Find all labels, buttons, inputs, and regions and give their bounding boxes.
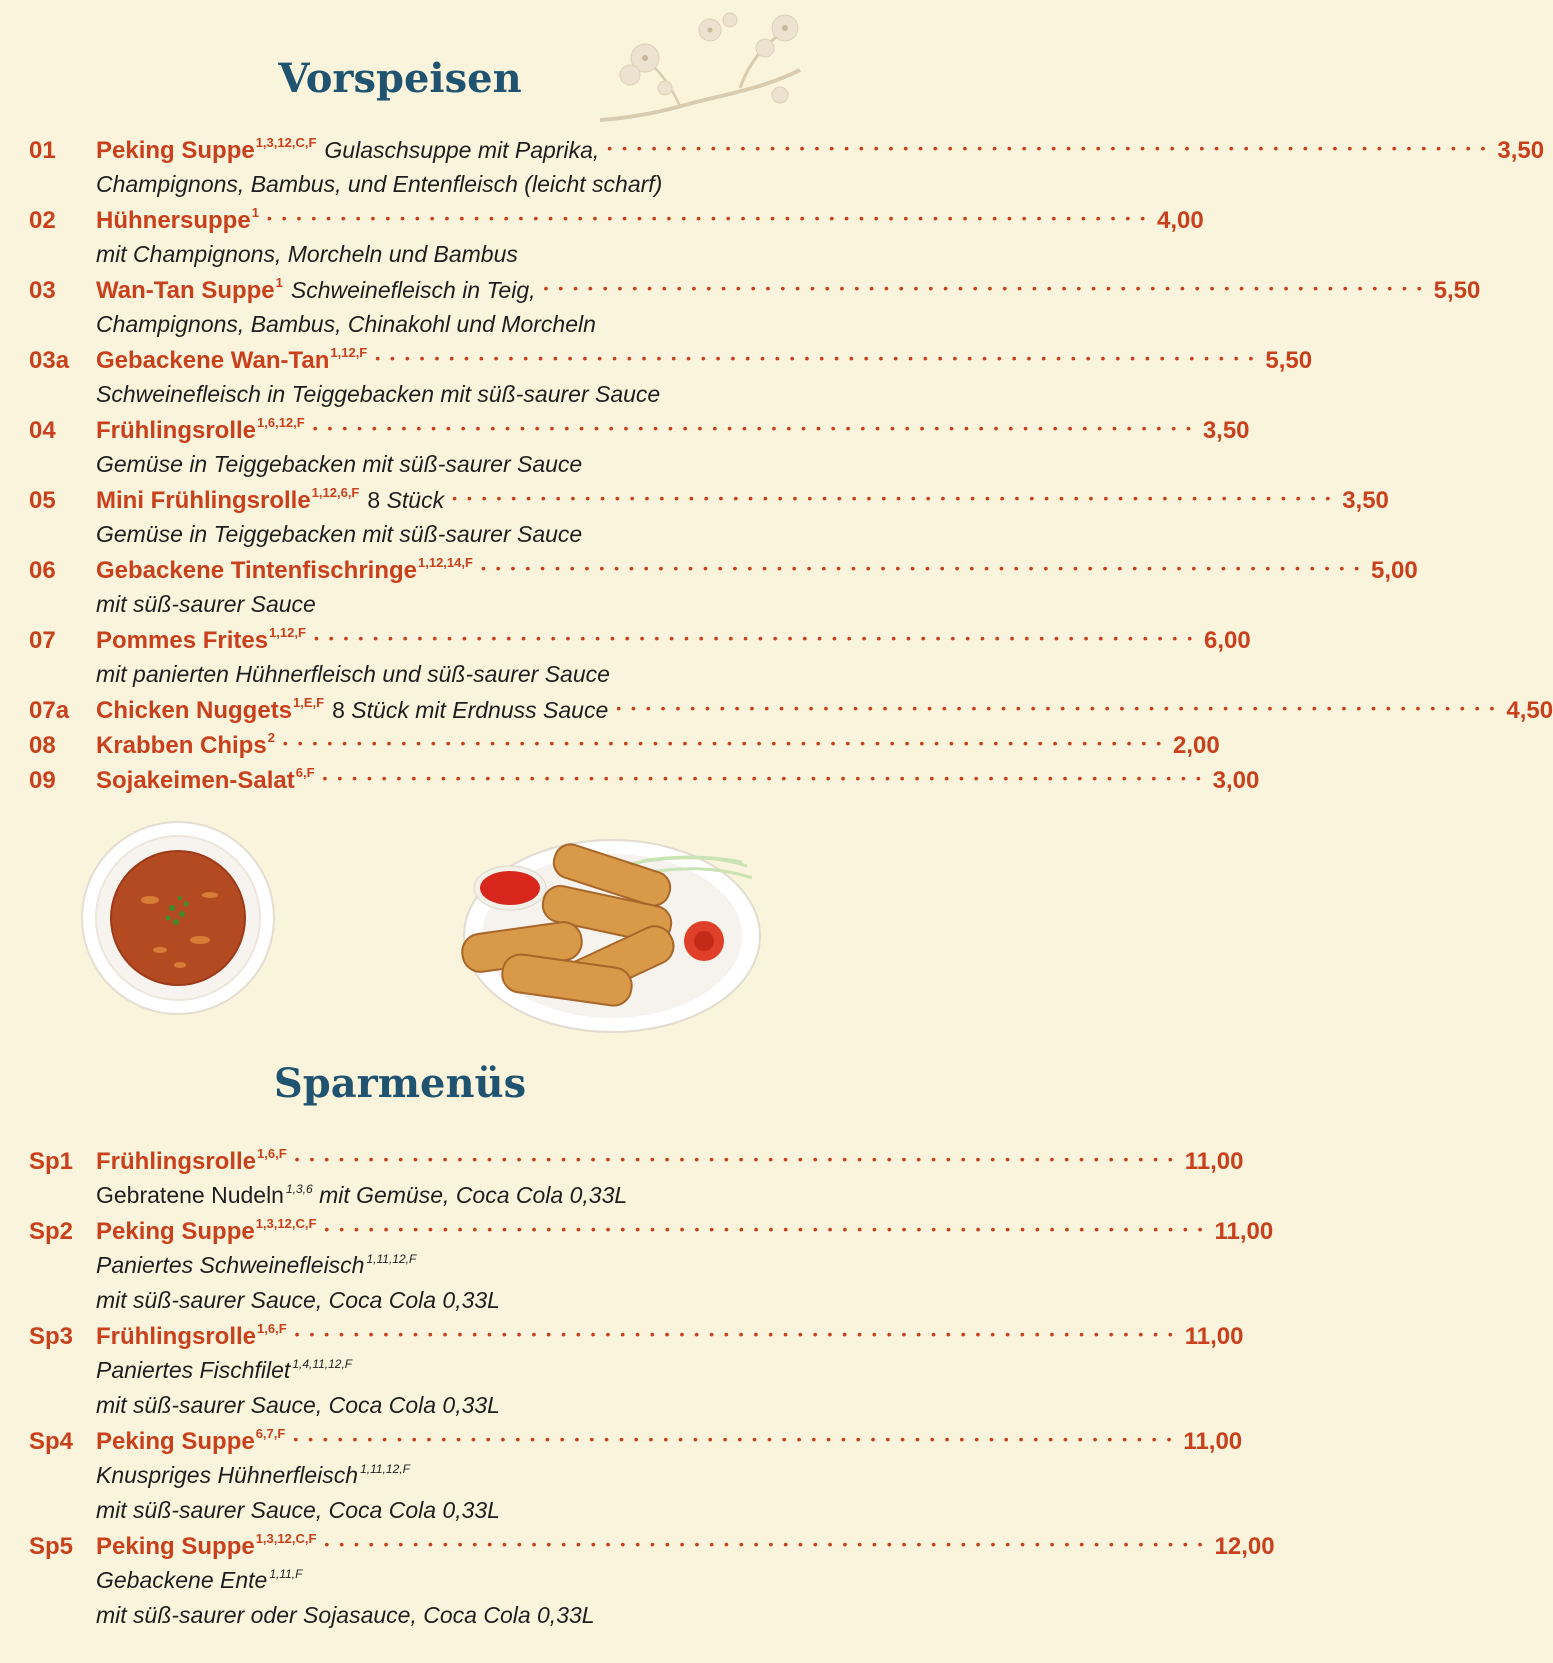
item-price: 3,00 (1212, 767, 1260, 794)
item-description: mit süß-saurer oder Sojasauce, Coca Cola 0,33L (96, 1602, 595, 1628)
item-name: Frühlingsrolle$^{1,6,F}$ (96, 1146, 287, 1175)
allergen-codes: 1,12,14,F (418, 555, 473, 570)
item-description-row (0, 170, 800, 205)
menu-item-row (0, 730, 1220, 765)
description-plain-text: Gebratene Nudeln (96, 1182, 284, 1208)
dot-leader: •••••••••••••••••••••••••••••••••••••••••••••••••••••••••••• (293, 1431, 1182, 1447)
item-number: 08 (29, 732, 56, 759)
item-name: Peking Suppe$^{1,3,12,C,F}$ (96, 1531, 317, 1560)
dot-leader: •••••••••••••••••••••••••••••••••••••••••••••••••••••••••••• (312, 420, 1201, 436)
menu-item-row (0, 1531, 1275, 1566)
dot-leader: •••••••••••••••••••••••••••••••••••••••••••••••••••••••••••• (294, 1326, 1183, 1342)
dot-leader: •••••••••••••••••••••••••••••••••••••••••••••••••••••••••••• (282, 735, 1172, 751)
menu-item-row (0, 275, 1481, 310)
dot-leader: •••••••••••••••••••••••••••••••••••••••••••••••••••••••••••• (543, 280, 1432, 296)
item-number: Sp1 (29, 1148, 74, 1175)
item-description-row (0, 380, 800, 415)
item-inline-text: Stück (386, 487, 445, 513)
item-line (96, 345, 1313, 375)
item-inline-text: Gulaschsuppe mit Paprika, (324, 137, 600, 163)
description-italic-text: Gebackene Ente (96, 1567, 268, 1593)
item-line (96, 1216, 1274, 1246)
description-italic-text: Knuspriges Hühnerfleisch (96, 1462, 359, 1488)
item-name: Krabben Chips$^2$ (96, 730, 275, 759)
item-number: Sp5 (29, 1533, 74, 1560)
item-description-row (0, 1356, 800, 1391)
item-price: 4,50 (1506, 697, 1553, 724)
item-description: Champignons, Bambus, und Entenfleisch (leicht scharf) (96, 171, 663, 197)
item-number: 03a (29, 347, 70, 374)
sparmenus-list (0, 1146, 1275, 1636)
item-name: Frühlingsrolle$^{1,6,F}$ (96, 1321, 287, 1350)
allergen-codes: 2 (267, 730, 275, 745)
allergen-codes: 1,12,6,F (311, 485, 360, 500)
section-title-vorspeisen: Vorspeisen (278, 55, 522, 102)
item-line (96, 730, 1220, 760)
menu-item-row (0, 765, 1260, 800)
item-description: mit süß-saurer Sauce (96, 591, 316, 617)
item-price: 5,50 (1433, 277, 1481, 304)
item-description (96, 1357, 770, 1384)
menu-item-row (0, 345, 1313, 380)
allergen-codes: 1 (275, 275, 283, 290)
item-price: 11,00 (1214, 1218, 1274, 1245)
item-inline-description (291, 277, 536, 304)
item-description: mit panierten Hühnerfleisch und süß-saurer Sauce (96, 661, 610, 687)
item-inline-description (367, 487, 444, 514)
allergen-codes: 1,3,12,C,F (255, 1531, 317, 1546)
item-number: 06 (29, 557, 56, 584)
item-name: Wan-Tan Suppe$^1$ (96, 275, 283, 304)
section-title-sparmenus: Sparmenüs (273, 1060, 527, 1107)
dot-leader: •••••••••••••••••••••••••••••••••••••••••••••••••••••••••••• (607, 140, 1496, 156)
item-name: Chicken Nuggets$^{1,E,F}$ (96, 695, 325, 724)
item-inline-text: Stück mit Erdnuss Sauce (351, 697, 609, 723)
item-description: Gemüse in Teiggebacken mit süß-saurer Sauce (96, 521, 583, 547)
dot-leader: •••••••••••••••••••••••••••••••••••••••••••••••••••••••••••• (324, 1536, 1213, 1552)
item-price: 3,50 (1497, 137, 1545, 164)
description-italic-text: Paniertes Schweinefleisch (96, 1252, 365, 1278)
item-name: Hühnersuppe$^1$ (96, 205, 259, 234)
allergen-codes: 1,11,F (269, 1567, 303, 1581)
item-inline-description (332, 697, 608, 724)
menu-item-row (0, 205, 1204, 240)
item-quantity: 8 (367, 487, 381, 513)
item-name: Gebackene Wan-Tan$^{1,12,F}$ (96, 345, 368, 374)
dot-leader: •••••••••••••••••••••••••••••••••••••••••••••••••••••••••••• (324, 1221, 1213, 1237)
item-description-row (0, 1601, 800, 1636)
item-name: Mini Frühlingsrolle$^{1,12,6,F}$ (96, 485, 360, 514)
item-name: Sojakeimen-Salat$^{6,F}$ (96, 765, 315, 794)
item-line (96, 555, 1418, 585)
item-description: Gemüse in Teiggebacken mit süß-saurer Sauce (96, 451, 583, 477)
item-description: mit Champignons, Morcheln und Bambus (96, 241, 518, 267)
item-description (96, 1567, 770, 1594)
allergen-codes: 1,3,12,C,F (255, 1216, 317, 1231)
item-inline-text: Schweinefleisch in Teig, (290, 277, 536, 303)
item-price: 11,00 (1183, 1428, 1243, 1455)
item-description-row (0, 240, 800, 275)
item-line (96, 1426, 1243, 1456)
menu-item-row (0, 135, 1545, 170)
item-description (96, 1182, 770, 1209)
item-price: 3,50 (1342, 487, 1389, 514)
item-number: Sp2 (29, 1218, 74, 1245)
item-line (96, 1146, 1244, 1176)
item-line (96, 205, 1204, 235)
dot-leader: •••••••••••••••••••••••••••••••••••••••••••••••••••••••••••• (266, 210, 1156, 226)
allergen-codes: 1 (251, 205, 259, 220)
item-line (96, 485, 1389, 515)
item-number: 07 (29, 627, 56, 654)
item-price: 6,00 (1204, 627, 1251, 654)
item-line (96, 135, 1545, 165)
dot-leader: •••••••••••••••••••••••••••••••••••••••••••••••••••••••••••• (375, 350, 1264, 366)
menu-item-row (0, 485, 1389, 520)
item-price: 5,00 (1371, 557, 1418, 584)
item-description (96, 1462, 770, 1489)
allergen-codes: 1,3,6 (285, 1182, 313, 1196)
item-inline-description (324, 137, 599, 164)
soup-bowl-image (80, 820, 276, 1016)
allergen-codes: 1,12,F (330, 345, 368, 360)
allergen-codes: 6,F (295, 765, 315, 780)
item-line (96, 415, 1250, 445)
allergen-codes: 1,3,12,C,F (255, 135, 317, 150)
item-price: 12,00 (1214, 1533, 1275, 1560)
item-line (96, 1321, 1244, 1351)
item-name: Gebackene Tintenfischringe$^{1,12,14,F}$ (96, 555, 473, 584)
item-name: Peking Suppe$^{1,3,12,C,F}$ (96, 135, 317, 164)
item-number: Sp4 (29, 1428, 74, 1455)
item-line (96, 275, 1481, 305)
item-price: 11,00 (1184, 1148, 1244, 1175)
item-name: Peking Suppe$^{6,7,F}$ (96, 1426, 286, 1455)
item-description-row (0, 1461, 800, 1496)
menu-item-row (0, 625, 1251, 660)
item-price: 4,00 (1157, 207, 1204, 234)
item-price: 2,00 (1173, 732, 1220, 759)
item-description-row (0, 1566, 800, 1601)
item-line (96, 695, 1553, 725)
item-description-row (0, 1391, 800, 1426)
item-description-row (0, 1286, 800, 1321)
allergen-codes: 1,11,12,F (360, 1462, 410, 1476)
item-price: 5,50 (1265, 347, 1313, 374)
allergen-codes: 1,E,F (293, 695, 325, 710)
allergen-codes: 1,6,F (257, 1321, 287, 1336)
item-description-row (0, 1181, 800, 1216)
description-italic-text: mit Gemüse, Coca Cola 0,33L (319, 1182, 628, 1208)
item-name: Frühlingsrolle$^{1,6,12,F}$ (96, 415, 305, 444)
item-description-row (0, 1496, 800, 1531)
vorspeisen-list (0, 135, 1553, 800)
item-quantity: 8 (332, 697, 345, 723)
item-description: Schweinefleisch in Teiggebacken mit süß-saurer Sauce (96, 381, 661, 407)
menu-item-row (0, 695, 1553, 730)
item-description: mit süß-saurer Sauce, Coca Cola 0,33L (96, 1392, 500, 1418)
dot-leader: •••••••••••••••••••••••••••••••••••••••••••••••••••••••••••• (313, 630, 1203, 646)
dot-leader: •••••••••••••••••••••••••••••••••••••••••••••••••••••••••••• (452, 490, 1341, 506)
dot-leader: •••••••••••••••••••••••••••••••••••••••••••••••••••••••••••• (322, 770, 1211, 786)
item-number: 09 (29, 767, 56, 794)
item-line (96, 625, 1251, 655)
item-description-row (0, 450, 800, 485)
description-italic-text: Paniertes Fischfilet (96, 1357, 291, 1383)
item-number: 02 (29, 207, 56, 234)
item-name: Peking Suppe$^{1,3,12,C,F}$ (96, 1216, 317, 1245)
item-number: 07a (29, 697, 70, 724)
allergen-codes: 1,6,F (257, 1146, 287, 1161)
item-price: 11,00 (1184, 1323, 1244, 1350)
item-description-row (0, 310, 800, 345)
item-number: Sp3 (29, 1323, 74, 1350)
menu-item-row (0, 1321, 1244, 1356)
dot-leader: •••••••••••••••••••••••••••••••••••••••••••••••••••••••••••• (480, 560, 1370, 576)
allergen-codes: 1,12,F (269, 625, 306, 640)
dot-leader: •••••••••••••••••••••••••••••••••••••••••••••••••••••••••••• (294, 1151, 1183, 1167)
spring-rolls-image (462, 836, 762, 1036)
allergen-codes: 6,7,F (255, 1426, 286, 1441)
menu-item-row (0, 1426, 1243, 1461)
item-description: Champignons, Bambus, Chinakohl und Morcheln (96, 311, 596, 337)
item-description: mit süß-saurer Sauce, Coca Cola 0,33L (96, 1497, 500, 1523)
item-description-row (0, 660, 800, 695)
item-description-row (0, 520, 800, 555)
item-line (96, 1531, 1275, 1561)
menu-item-row (0, 1146, 1244, 1181)
item-line (96, 765, 1260, 795)
item-number: 03 (29, 277, 56, 304)
allergen-codes: 1,11,12,F (366, 1252, 417, 1266)
item-description-row (0, 1251, 800, 1286)
item-number: 01 (29, 137, 56, 164)
dot-leader: •••••••••••••••••••••••••••••••••••••••••••••••••••••••••••• (616, 700, 1505, 716)
item-name: Pommes Frites$^{1,12,F}$ (96, 625, 306, 654)
menu-item-row (0, 555, 1418, 590)
allergen-codes: 1,4,11,12,F (292, 1357, 353, 1371)
item-description: mit süß-saurer Sauce, Coca Cola 0,33L (96, 1287, 500, 1313)
item-description-row (0, 590, 800, 625)
item-number: 04 (29, 417, 56, 444)
menu-item-row (0, 415, 1250, 450)
menu-item-row (0, 1216, 1274, 1251)
item-number: 05 (29, 487, 56, 514)
allergen-codes: 1,6,12,F (257, 415, 305, 430)
item-price: 3,50 (1202, 417, 1250, 444)
item-description (96, 1252, 770, 1279)
